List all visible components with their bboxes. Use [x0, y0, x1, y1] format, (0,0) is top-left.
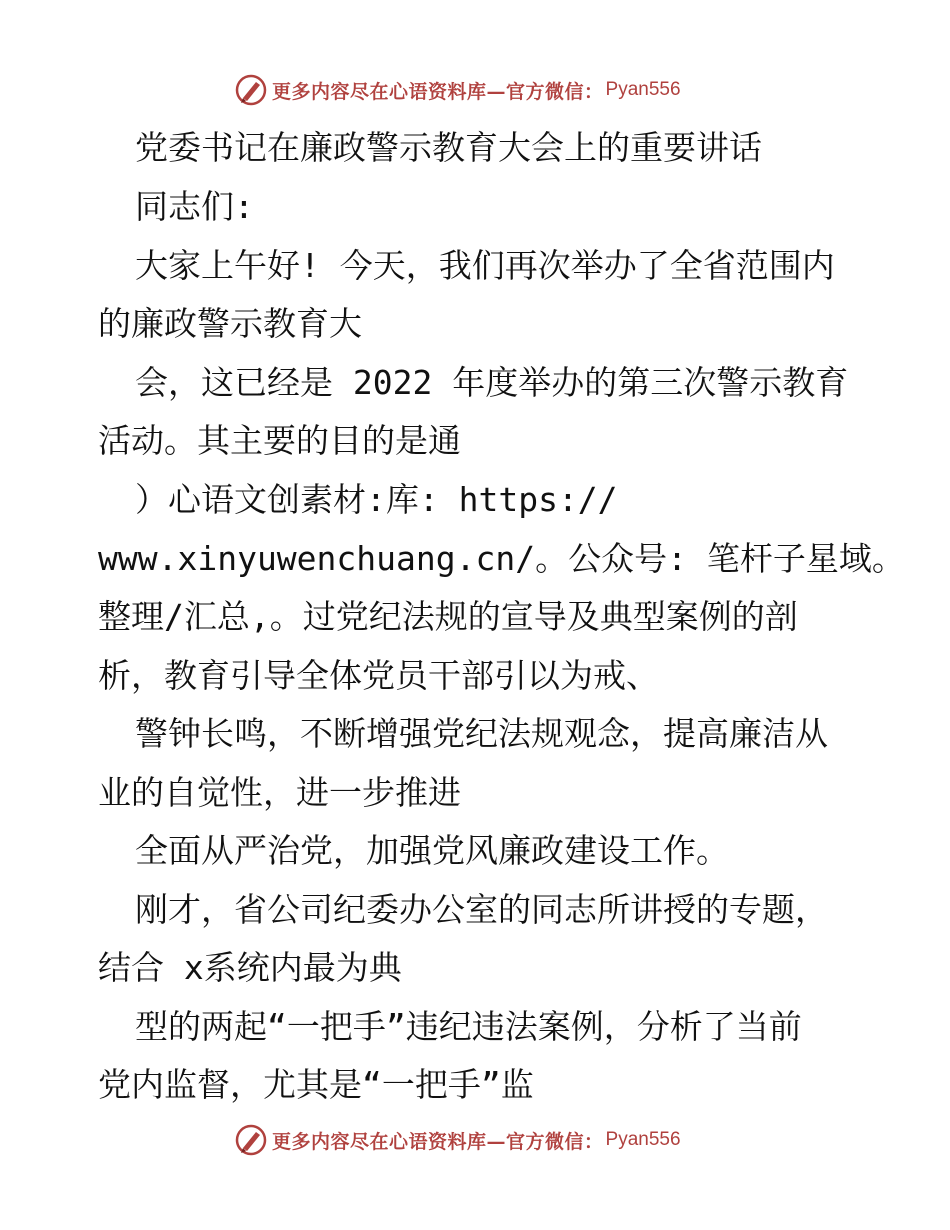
text-line: 活动。其主要的目的是通 [98, 421, 461, 460]
text-line: 警钟长鸣，不断增强党纪法规观念，提高廉洁从 [135, 714, 828, 753]
pen-logo-icon [234, 1123, 268, 1157]
text-line: 党内监督，尤其是“一把手”监 [98, 1065, 534, 1104]
text-line: 结合 x系统内最为典 [98, 948, 402, 987]
banner-text: 更多内容尽在心语资料库—官方微信： [272, 80, 604, 103]
footer-watermark-banner [234, 1122, 794, 1158]
text-line: ）心语文创素材:库: https:// [135, 480, 618, 519]
text-line: 大家上午好! 今天，我们再次举办了全省范围内 [135, 246, 835, 285]
banner-text: 更多内容尽在心语资料库—官方微信： [272, 1130, 604, 1153]
pen-logo-icon [234, 73, 268, 107]
text-line: 业的自觉性，进一步推进 [98, 773, 461, 812]
salutation: 同志们: [135, 187, 254, 226]
text-line: 析，教育引导全体党员干部引以为戒、 [98, 656, 659, 695]
text-line: www.xinyuwenchuang.cn/。公众号: 笔杆子星域。 [98, 539, 905, 578]
header-watermark-banner [234, 72, 794, 108]
banner-wechat-id: Pyan556 [605, 79, 681, 100]
banner-wechat-id: Pyan556 [605, 1129, 681, 1150]
text-line: 全面从严治党，加强党风廉政建设工作。 [135, 831, 729, 870]
text-line: 会，这已经是 2022 年度举办的第三次警示教育 [135, 363, 849, 402]
text-line: 的廉政警示教育大 [98, 304, 362, 343]
text-line: 刚才，省公司纪委办公室的同志所讲授的专题， [135, 890, 828, 929]
text-line: 整理/汇总,。过党纪法规的宣导及典型案例的剖 [98, 597, 798, 636]
document-title: 党委书记在廉政警示教育大会上的重要讲话 [135, 128, 762, 167]
text-line: 型的两起“一把手”违纪违法案例，分析了当前 [135, 1007, 802, 1046]
